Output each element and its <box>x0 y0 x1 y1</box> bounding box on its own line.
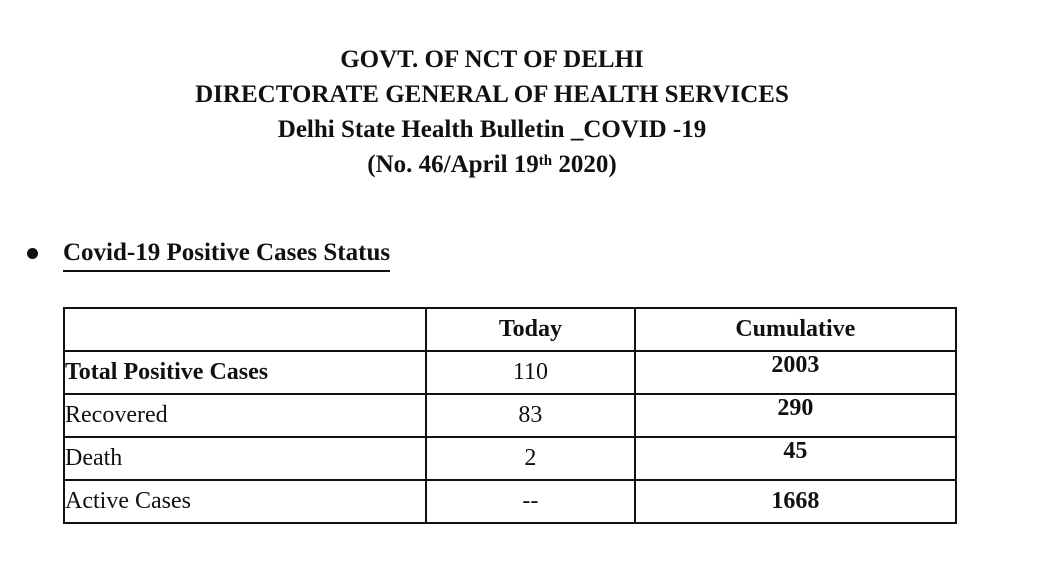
row-today-value: 110 <box>426 351 635 394</box>
bulletin-number-ordinal: th <box>538 153 553 169</box>
bulletin-number-suffix: 2020) <box>552 151 617 178</box>
row-cumulative-value: 290 <box>635 394 956 437</box>
govt-title: GOVT. OF NCT OF DELHI <box>340 46 644 73</box>
table-row <box>64 437 956 480</box>
row-label: Total Positive Cases <box>64 351 426 394</box>
row-label: Recovered <box>64 394 426 437</box>
table-header-row <box>64 308 956 351</box>
directorate-title: DIRECTORATE GENERAL OF HEALTH SERVICES <box>195 81 789 108</box>
row-label: Death <box>64 437 426 480</box>
row-today-value: 2 <box>426 437 635 480</box>
bulletin-number-prefix: (No. 46/April 19 <box>367 151 539 178</box>
row-cumulative-value: 1668 <box>635 480 956 523</box>
row-today-value: -- <box>426 480 635 523</box>
row-label: Active Cases <box>64 480 426 523</box>
bulletin-title: Delhi State Health Bulletin _COVID -19 <box>277 116 707 143</box>
cases-status-table <box>63 307 957 524</box>
row-today-value: 83 <box>426 394 635 437</box>
header-cell-cumulative: Cumulative <box>635 308 956 351</box>
table-row <box>64 394 956 437</box>
row-cumulative-value: 45 <box>635 437 956 480</box>
section-title: Covid-19 Positive Cases Status <box>63 236 390 272</box>
bulletin-header <box>0 42 984 182</box>
table-row <box>64 351 956 394</box>
bullet-icon <box>27 248 38 259</box>
header-cell-today: Today <box>426 308 635 351</box>
bulletin-number <box>0 147 984 182</box>
table-row <box>64 480 956 523</box>
row-cumulative-value: 2003 <box>635 351 956 394</box>
header-cell-label <box>64 308 426 351</box>
